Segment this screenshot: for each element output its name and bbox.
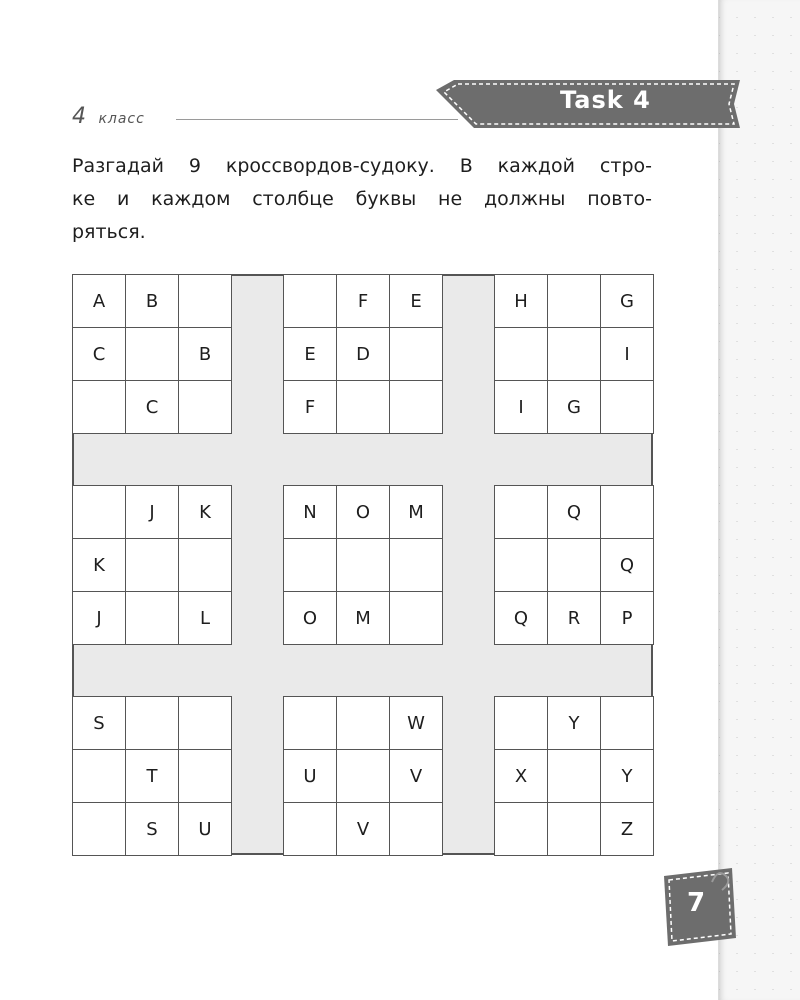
puzzle-cell[interactable] — [389, 380, 443, 434]
puzzle-cell[interactable] — [283, 802, 337, 856]
puzzle-cell[interactable] — [336, 749, 390, 803]
puzzle-cell[interactable]: F — [283, 380, 337, 434]
puzzle-cell[interactable]: Q — [547, 485, 601, 539]
puzzle-cell[interactable]: B — [125, 274, 179, 328]
puzzle-cell[interactable]: S — [72, 696, 126, 750]
puzzle-cell[interactable]: H — [494, 274, 548, 328]
puzzle-cell[interactable]: N — [283, 485, 337, 539]
puzzle-cell[interactable] — [600, 696, 654, 750]
puzzle-cell[interactable]: Z — [600, 802, 654, 856]
puzzle-cell[interactable] — [283, 696, 337, 750]
puzzle-cell[interactable]: I — [600, 327, 654, 381]
puzzle-cell[interactable]: I — [494, 380, 548, 434]
puzzle-cell[interactable]: P — [600, 591, 654, 645]
puzzle-cell[interactable]: M — [336, 591, 390, 645]
puzzle-cell[interactable]: C — [125, 380, 179, 434]
grade-word: класс — [98, 111, 145, 127]
puzzle-cell[interactable]: O — [283, 591, 337, 645]
task-label: Task 4 — [560, 86, 651, 114]
instruction-text — [72, 150, 652, 249]
puzzle-cell[interactable] — [494, 802, 548, 856]
instruction-line: ке и каждом столбце буквы не должны повто- — [72, 188, 652, 210]
grade-label — [72, 104, 145, 129]
puzzle-cell[interactable]: W — [389, 696, 443, 750]
page-number: 7 — [686, 888, 706, 918]
puzzle-cell[interactable] — [600, 485, 654, 539]
puzzle-cell[interactable] — [72, 802, 126, 856]
puzzle-cell[interactable]: L — [178, 591, 232, 645]
puzzle-cell[interactable] — [72, 485, 126, 539]
puzzle-cell[interactable]: V — [389, 749, 443, 803]
puzzle-cell[interactable] — [600, 380, 654, 434]
puzzle-cell[interactable]: C — [72, 327, 126, 381]
puzzle-cell[interactable]: E — [389, 274, 443, 328]
puzzle-cell[interactable]: U — [178, 802, 232, 856]
puzzle-cell[interactable] — [494, 327, 548, 381]
puzzle-cell[interactable] — [547, 327, 601, 381]
puzzle-cell[interactable] — [389, 327, 443, 381]
puzzle-cell[interactable]: V — [336, 802, 390, 856]
puzzle-cell[interactable]: K — [72, 538, 126, 592]
puzzle-cell[interactable]: U — [283, 749, 337, 803]
puzzle-cell[interactable] — [178, 380, 232, 434]
puzzle-cell[interactable] — [547, 749, 601, 803]
grade-number: 4 — [72, 104, 87, 129]
puzzle-cell[interactable]: A — [72, 274, 126, 328]
puzzle-cell[interactable]: D — [336, 327, 390, 381]
puzzle-cell[interactable]: T — [125, 749, 179, 803]
puzzle-cell[interactable]: G — [600, 274, 654, 328]
graph-paper-margin — [718, 0, 800, 1000]
puzzle-cell[interactable] — [389, 538, 443, 592]
puzzle-cell[interactable]: M — [389, 485, 443, 539]
header-rule — [176, 119, 458, 120]
puzzle-cell[interactable]: Y — [547, 696, 601, 750]
puzzle-cell[interactable]: X — [494, 749, 548, 803]
puzzle-cell[interactable] — [547, 274, 601, 328]
puzzle-cell[interactable]: Q — [600, 538, 654, 592]
instruction-line: Разгадай 9 кроссвордов-судоку. В каждой стро- — [72, 155, 652, 177]
puzzle-cell[interactable] — [125, 591, 179, 645]
puzzle-cell[interactable] — [389, 802, 443, 856]
puzzle-cell[interactable] — [494, 696, 548, 750]
puzzle-cell[interactable] — [336, 696, 390, 750]
puzzle-cell[interactable] — [125, 696, 179, 750]
puzzle-cell[interactable]: G — [547, 380, 601, 434]
puzzle-cell[interactable] — [494, 485, 548, 539]
puzzle-cell[interactable] — [336, 538, 390, 592]
sudoku-crossword-grid — [72, 274, 652, 874]
puzzle-cell[interactable] — [283, 538, 337, 592]
puzzle-cell[interactable]: O — [336, 485, 390, 539]
puzzle-cell[interactable] — [389, 591, 443, 645]
instruction-line: ряться. — [72, 221, 146, 243]
puzzle-cell[interactable] — [336, 380, 390, 434]
puzzle-cell[interactable] — [178, 749, 232, 803]
puzzle-cell[interactable] — [178, 538, 232, 592]
puzzle-cell[interactable]: K — [178, 485, 232, 539]
puzzle-cell[interactable] — [178, 274, 232, 328]
puzzle-cell[interactable] — [494, 538, 548, 592]
puzzle-cell[interactable] — [178, 696, 232, 750]
puzzle-cell[interactable]: B — [178, 327, 232, 381]
puzzle-cell[interactable]: Q — [494, 591, 548, 645]
puzzle-cell[interactable]: S — [125, 802, 179, 856]
puzzle-cell[interactable] — [125, 538, 179, 592]
puzzle-cell[interactable]: F — [336, 274, 390, 328]
puzzle-cell[interactable]: J — [125, 485, 179, 539]
puzzle-cell[interactable]: J — [72, 591, 126, 645]
puzzle-cell[interactable]: Y — [600, 749, 654, 803]
puzzle-cell[interactable] — [125, 327, 179, 381]
puzzle-cell[interactable] — [283, 274, 337, 328]
puzzle-cell[interactable] — [72, 749, 126, 803]
puzzle-cell[interactable] — [72, 380, 126, 434]
puzzle-cell[interactable] — [547, 538, 601, 592]
puzzle-cell[interactable]: E — [283, 327, 337, 381]
puzzle-cell[interactable] — [547, 802, 601, 856]
puzzle-cell[interactable]: R — [547, 591, 601, 645]
